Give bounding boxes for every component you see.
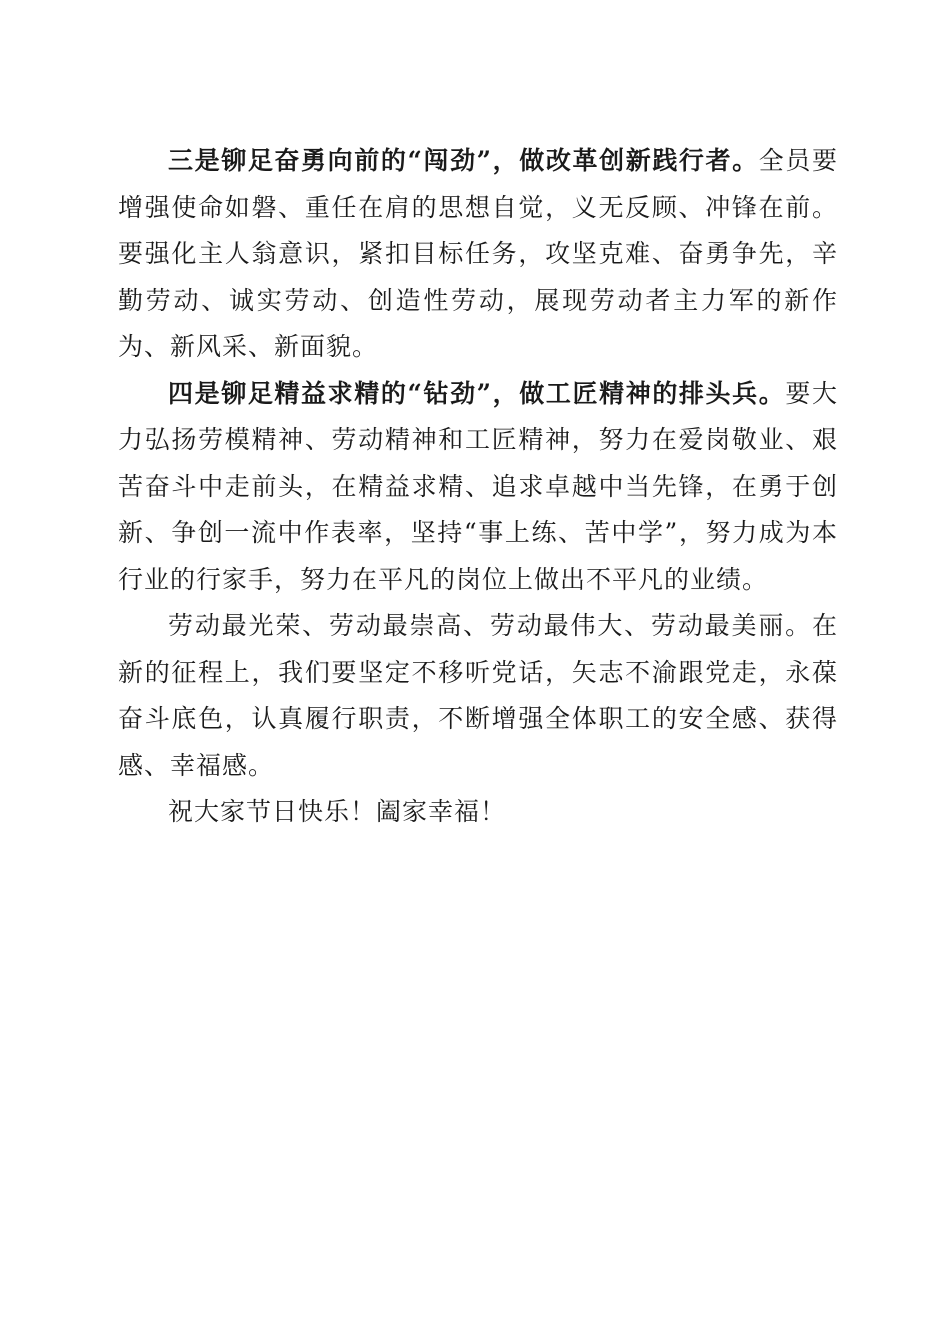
closing-paragraph bbox=[118, 603, 838, 789]
closing-paragraph-text: 劳动最光荣、劳动最崇高、劳动最伟大、劳动最美丽。在新的征程上，我们要坚定不移听党话，矢志不渝跟党走，永葆奋斗底色，认真履行职责，不断增强全体职工的安全感、获得感、幸福感。 bbox=[118, 611, 838, 780]
greeting-text: 祝大家节日快乐！阖家幸福！ bbox=[168, 797, 507, 826]
greeting-paragraph bbox=[118, 789, 838, 836]
paragraph-four-heading: 四是铆足精益求精的“钻劲”，做工匠精神的排头兵。 bbox=[168, 378, 786, 408]
document-body bbox=[118, 138, 838, 836]
paragraph-four-text: 要大力弘扬劳模精神、劳动精神和工匠精神，努力在爱岗敬业、艰苦奋斗中走前头，在精益求精、追求卓越中当先锋，在勇于创新、争创一流中作表率，坚持“事上练、苦中学”，努力成为本行业的行家手，努力在平凡的岗位上做出不平凡的业绩。 bbox=[118, 378, 838, 594]
paragraph-three-heading: 三是铆足奋勇向前的“闯劲”，做改革创新践行者。 bbox=[168, 146, 759, 175]
paragraph-four bbox=[118, 371, 838, 604]
paragraph-three-text: 全员要增强使命如磐、重任在肩的思想自觉，义无反顾、冲锋在前。要强化主人翁意识，紧扣目标任务，攻坚克难、奋勇争先，辛勤劳动、诚实劳动、创造性劳动，展现劳动者主力军的新作为、新风采、新面貌。 bbox=[118, 146, 838, 361]
paragraph-three bbox=[118, 138, 838, 371]
